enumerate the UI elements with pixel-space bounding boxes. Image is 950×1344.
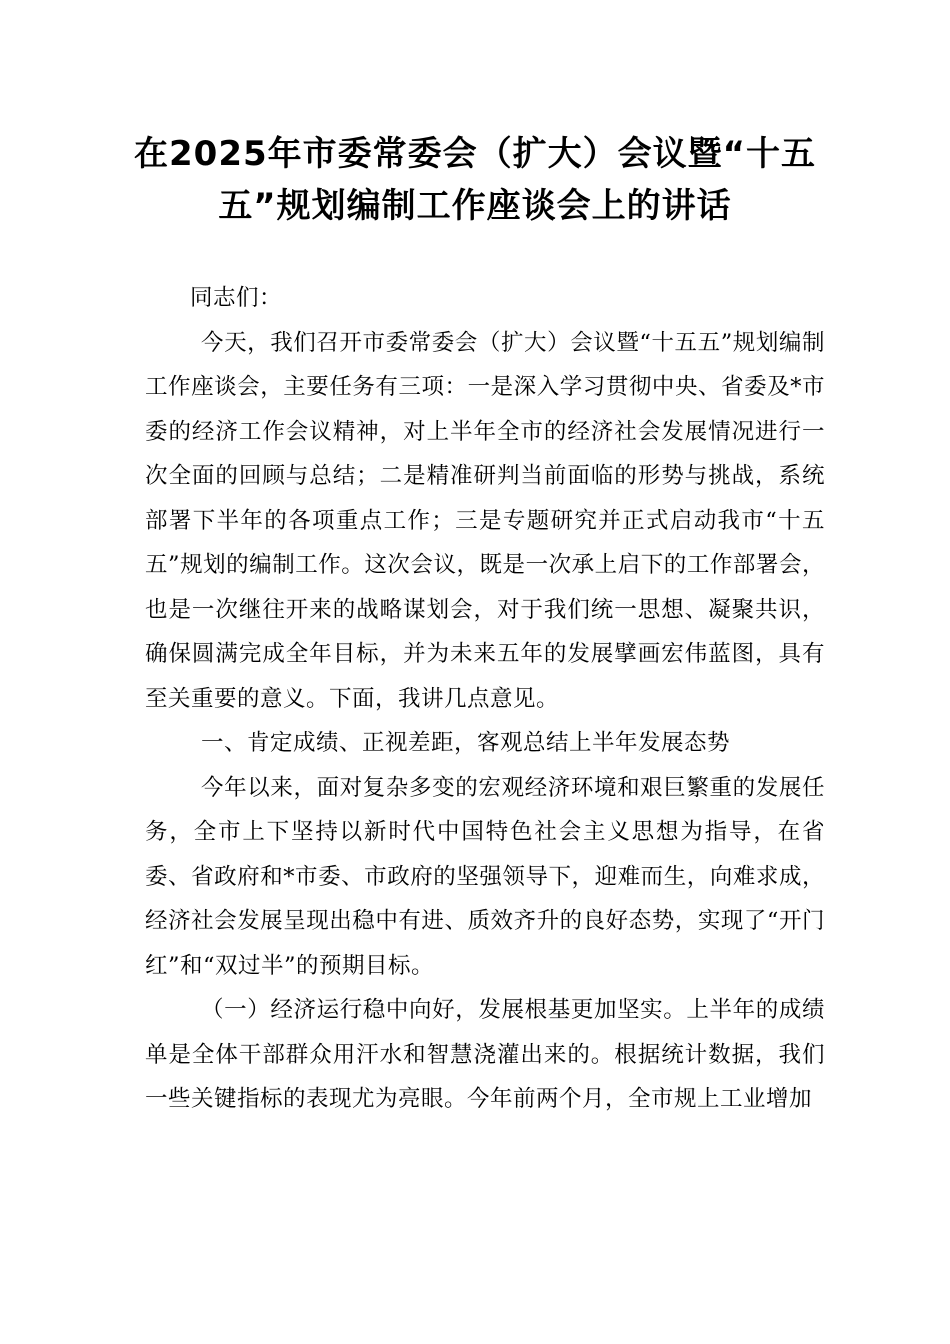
document-body [145,276,825,1122]
document-title: 在2025年市委常委会（扩大）会议暨“十五五”规划编制工作座谈会上的讲话 [134,134,816,226]
section-heading: 一、肯定成绩、正视差距，客观总结上半年发展态势 [201,730,731,756]
salutation: 同志们： [190,285,283,311]
subsection-paragraph: （一）经济运行稳中向好，发展根基更加坚实。上半年的成绩单是全体干部群众用汗水和智慧浇灌出来的。根据统计数据，我们一些关键指标的表现尤为亮眼。今年前两个月，全市规上工业增加 [145,997,825,1112]
section-paragraph: 今年以来，面对复杂多变的宏观经济环境和艰巨繁重的发展任务，全市上下坚持以新时代中国特色社会主义思想为指导，在省委、省政府和*市委、市政府的坚强领导下，迎难而生，向难求成，经济社会发展呈现出稳中有进、质效齐升的良好态势，实现了“开门红”和“双过半”的预期目标。 [145,774,825,979]
intro-paragraph: 今天，我们召开市委常委会（扩大）会议暨“十五五”规划编制工作座谈会，主要任务有三项：一是深入学习贯彻中央、省委及*市委的经济工作会议精神，对上半年全市的经济社会发展情况进行一次全面的回顾与总结；二是精准研判当前面临的形势与挑战，系统部署下半年的各项重点工作；三是专题研究并正式启动我市“十五五”规划的编制工作。这次会议，既是一次承上启下的工作部署会，也是一次继往开来的战略谋划会，对于我们统一思想、凝聚共识，确保圆满完成全年目标，并为未来五年的发展擘画宏伟蓝图，具有至关重要的意义。下面，我讲几点意见。 [145,329,825,712]
